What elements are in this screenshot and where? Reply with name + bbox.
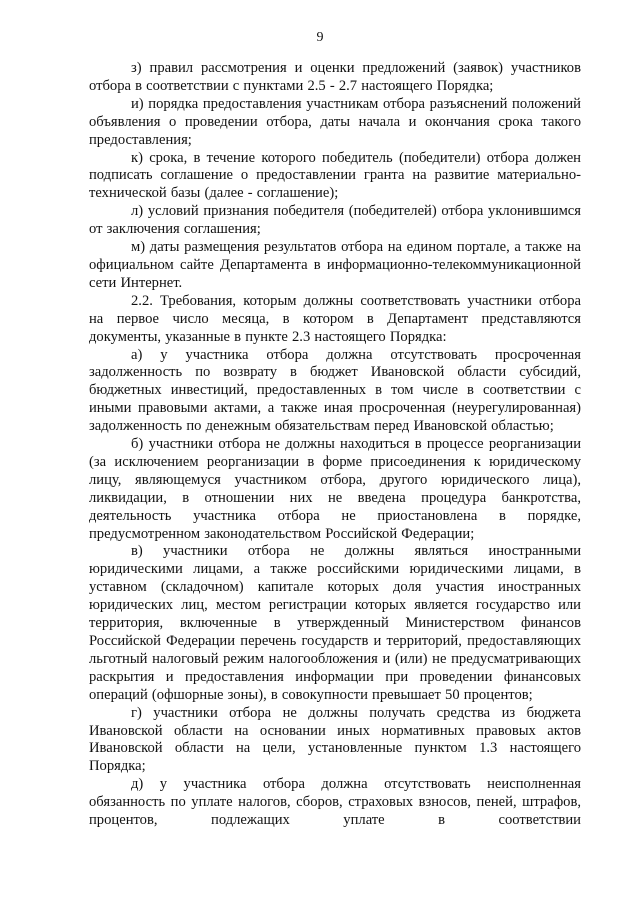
paragraph-k: к) срока, в течение которого победитель (победители) отбора должен подписать соглашение о предоставлении гранта на развитие материально-технической базы (далее - соглашение); (89, 149, 581, 202)
paragraph-l: л) условий признания победителя (победителей) отбора уклонившимся от заключения соглашения; (89, 203, 581, 238)
paragraph-g: г) участники отбора не должны получать средства из бюджета Ивановской области на основании иных нормативных правовых актов Ивановской области на цели, установленные пунктом 1.3 настоящего Порядка; (89, 704, 581, 775)
document-body (89, 60, 581, 830)
paragraph-b: б) участники отбора не должны находиться в процессе реорганизации (за исключением реорганизации в форме присоединения к юридическому лицу, являющемуся участником отбора, другого юридического лица), ликвидации, в отношении них не введена процедура банкротства, деятельность участника отбора не приостановлена в порядке, предусмотренном законодательством Российской Федерации; (89, 436, 581, 542)
paragraph-z: з) правил рассмотрения и оценки предложений (заявок) участников отбора в соответствии с пунктами 2.5 - 2.7 настоящего Порядка; (89, 60, 581, 94)
paragraph-2-2: 2.2. Требования, которым должны соответствовать участники отбора на первое число месяца, в котором в Департамент представляются документы, указанные в пункте 2.3 настоящего Порядка: (89, 292, 581, 345)
paragraph-a: а) у участника отбора должна отсутствовать просроченная задолженность по возврату в бюджет Ивановской области субсидий, бюджетных инвестиций, предоставленных в том числе в соответствии с иными правовыми актами, а также иная просроченная (неурегулированная) задолженность по денежным обязательствам перед Ивановской областью; (89, 346, 581, 435)
paragraph-i: и) порядка предоставления участникам отбора разъяснений положений объявления о проведении отбора, даты начала и окончания срока такого предоставления; (89, 95, 581, 148)
paragraph-m: м) даты размещения результатов отбора на едином портале, а также на официальном сайте Департамента в информационно-телекоммуникационной сети Интернет. (89, 239, 581, 291)
paragraph-d: д) у участника отбора должна отсутствовать неисполненная обязанность по уплате налогов, сборов, страховых взносов, пеней, штрафов, процентов, подлежащих уплате в соответствии (89, 776, 581, 829)
page-number: 9 (316, 30, 324, 45)
paragraph-v: в) участники отбора не должны являться иностранными юридическими лицами, а также российскими юридическими лицами, в уставном (складочном) капитале которых доля участия иностранных юридических лиц, местом регистрации которых является государство или территория, включенные в утвержденный Министерством финансов Российской Федерации перечень государств и территорий, предоставляющих льготный налоговый режим налогообложения и (или) не предусматривающих раскрытия и предоставления информации при проведении финансовых операций (офшорные зоны), в совокупности превышает 50 процентов; (89, 543, 581, 703)
